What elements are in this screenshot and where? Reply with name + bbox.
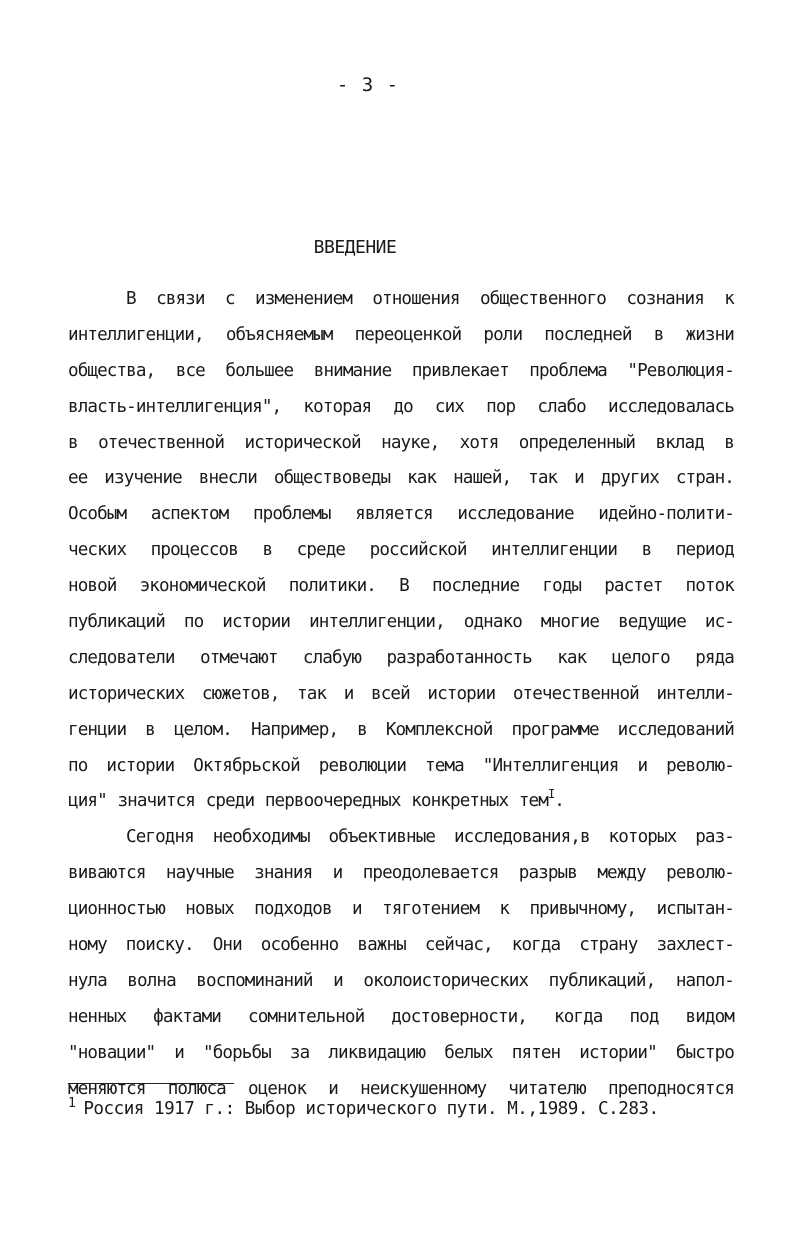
paragraph-1-line-2: интеллигенции, объясняемым переоценкой роли последней в жизни [68, 324, 734, 345]
paragraph-1-line-14: по истории Октябрьской революции тема "Интеллигенция и револю- [68, 755, 734, 776]
paragraph-1-line-9: новой экономической политики. В последние годы растет поток [68, 576, 734, 597]
paragraph-1-line-3: общества, все большее внимание привлекает проблема "Революция- [68, 360, 734, 381]
paragraph-1-line-6: ее изучение внесли обществоведы как нашей, так и других стран. [68, 468, 734, 489]
paragraph-1-line-10: публикаций по истории интеллигенции, однако многие ведущие ис- [68, 612, 734, 633]
footnote-divider [68, 1083, 234, 1084]
paragraph-2-line-8: меняются полюса оценок и неискушенному читателю преподносятся [68, 1078, 734, 1099]
paragraph-1-line-1: В связи с изменением отношения общественного сознания к [126, 289, 734, 309]
paragraph-1-line-7: Особым аспектом проблемы является исследование идейно-полити- [68, 504, 734, 525]
section-heading: ВВЕДЕНИЕ [313, 237, 397, 258]
paragraph-2-line-4: ному поиску. Они особенно важны сейчас, когда страну захлест- [68, 935, 734, 956]
paragraph-2-line-1: Сегодня необходимы объективные исследования,в которых раз- [126, 827, 734, 848]
paragraph-1-last-line-text: ция" значится среди первоочередных конкретных тем [68, 791, 548, 812]
paragraph-1-last-line: ция" значится среди первоочередных конкретных тем$^I$. [68, 787, 564, 812]
paragraph-1-line-13: генции в целом. Например, в Комплексной программе исследований [68, 719, 734, 740]
paragraph-1-line-4: власть-интеллигенция", которая до сих пор слабо исследовалась [68, 396, 734, 417]
footnote-text: Россия 1917 г.: Выбор исторического пути. М.,1989. С.283. [83, 1099, 659, 1119]
paragraph-1-line-5: в отечественной исторической науке, хотя определенный вклад в [68, 432, 734, 453]
footnote-reference: I [547, 787, 555, 802]
paragraph-2-line-2: виваются научные знания и преодолевается разрыв между револю- [68, 863, 734, 884]
paragraph-2-line-3: ционностью новых подходов и тяготением к привычному, испытан- [68, 899, 734, 920]
paragraph-1-line-11: следователи отмечают слабую разработанность как целого ряда [68, 647, 734, 668]
footnote-marker: 1 [68, 1096, 76, 1111]
paragraph-1-line-8: ческих процессов в среде российской интеллигенции в период [68, 540, 734, 561]
paragraph-2-line-7: "новации" и "борьбы за ликвидацию белых пятен истории" быстро [68, 1042, 734, 1063]
paragraph-2-line-6: ненных фактами сомнительной достоверности, когда под видом [68, 1006, 734, 1027]
footnote [68, 1096, 748, 1119]
page-number: - 3 - [336, 74, 400, 96]
body-text [68, 282, 734, 1107]
paragraph-2-line-5: нула волна воспоминаний и околоисторических публикаций, напол- [68, 970, 734, 991]
paragraph-1-line-12: исторических сюжетов, так и всей истории отечественной интелли- [68, 683, 734, 704]
